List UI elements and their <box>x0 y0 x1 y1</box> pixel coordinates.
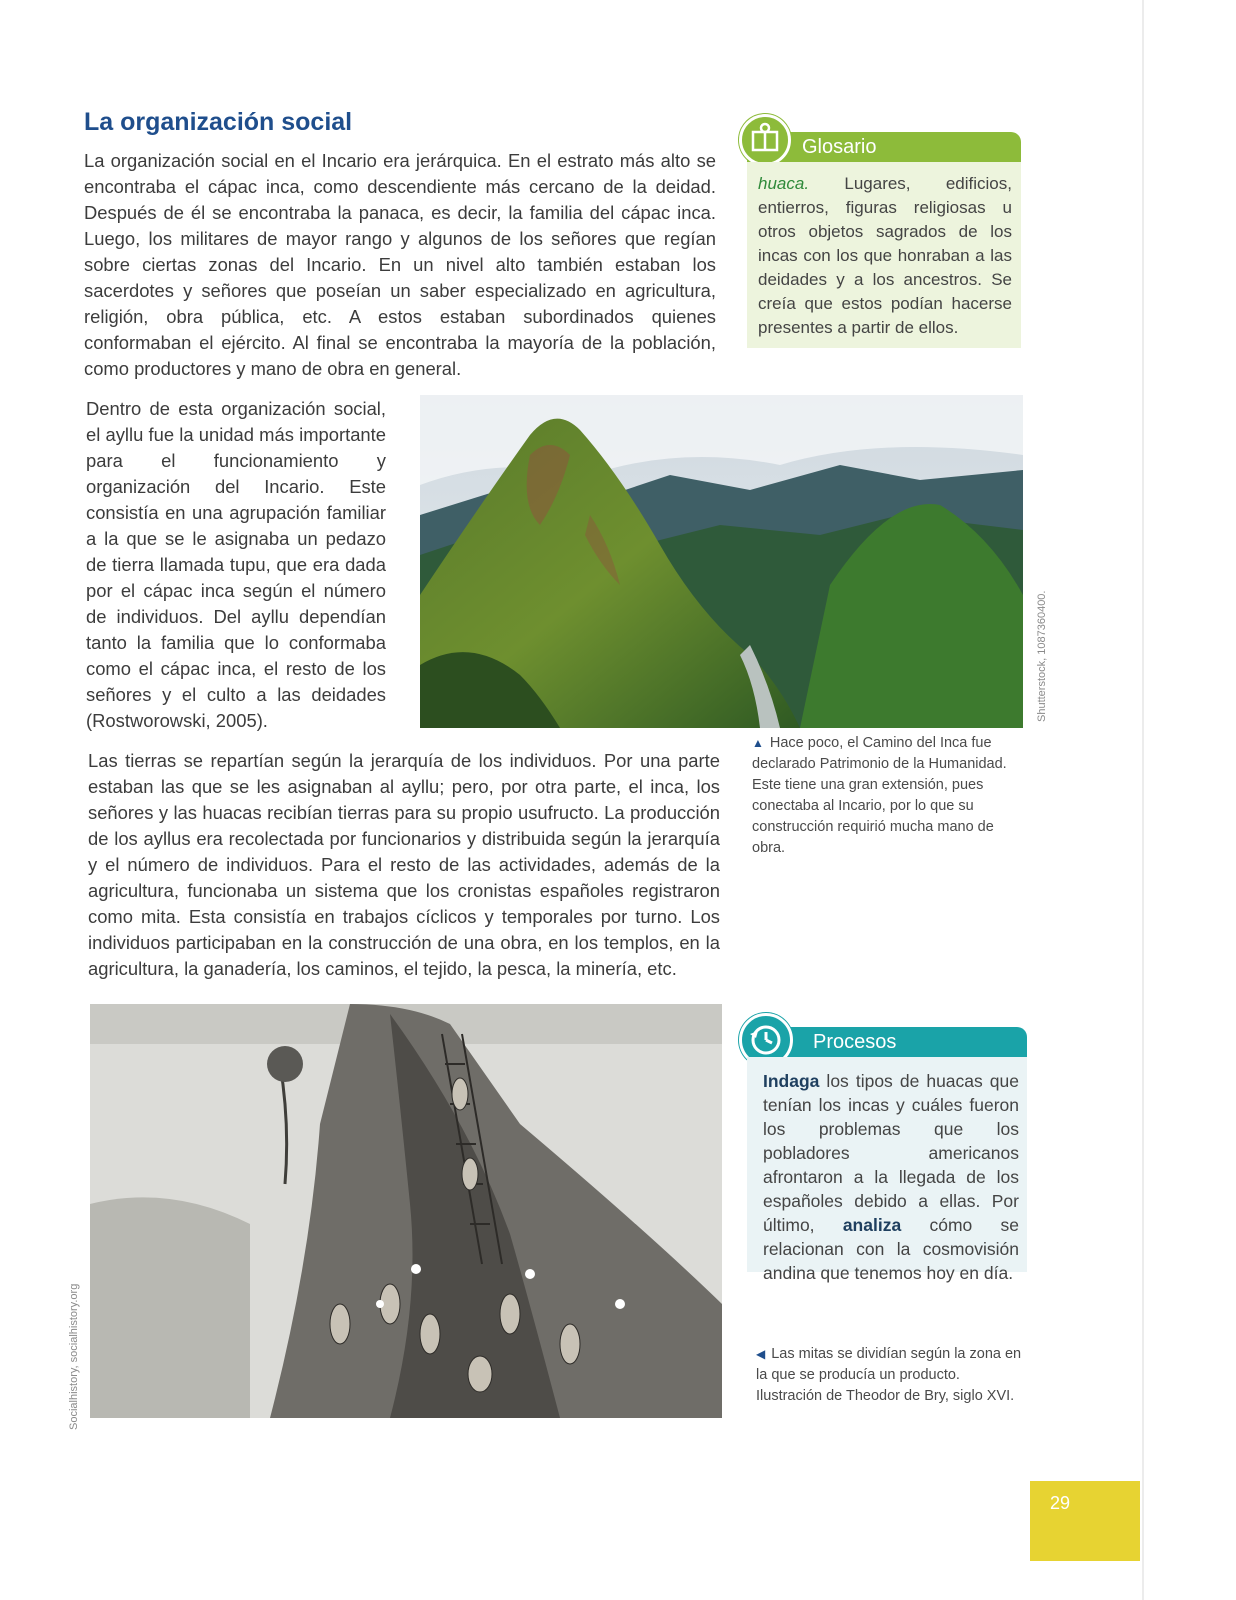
procesos-instructions <box>763 1069 1019 1285</box>
page-number: 29 <box>1050 1493 1071 1513</box>
book-icon <box>739 114 791 166</box>
procesos-verb-indaga: Indaga <box>763 1071 820 1091</box>
photo-caption <box>752 733 1027 859</box>
section-title: La organización social <box>84 108 353 136</box>
glossary-definition: Lugares, edificios, entierros, figuras religiosas u otros objetos sagrados de los incas con los que honraban a las deidades y a los ancestros. Se creía que estos podían hacerse presentes a partir de ellos. <box>758 174 1012 337</box>
engraving-caption <box>756 1344 1028 1407</box>
engraving-credit: Socialhistory, socialhistory.org <box>68 1283 80 1430</box>
procesos-verb-analiza: analiza <box>842 1215 902 1235</box>
photo-credit: Shutterstock, 1087360400. <box>1036 590 1048 722</box>
procesos-title: Procesos <box>813 1031 897 1053</box>
glossary-title: Glosario <box>802 136 877 158</box>
paragraph-mita: Las tierras se repartían según la jerarquía de los individuos. Por una parte estaban las que se les asignaban al ayllu; pero, por otra parte, el inca, los señores y las huacas recibían tierras para su propio usufructo. La producción de los ayllus era recolectada por funcionarios y distribuida según la jerarquía y el número de individuos. Para el resto de las actividades, además de la agricultura, funcionaba un sistema que los cronistas españoles registraron como mita. Esta consistía en trabajos cíclicos y temporales por turno. Los individuos participaban en la construcción de una obra, en los templos, en la agricultura, la ganadería, los caminos, el tejido, la pesca, la minería, etc. <box>88 750 720 979</box>
page-edge-divider <box>1142 0 1144 1600</box>
procesos-text-2: cómo se relacionan con la cosmovisión andina que tenemos hoy en día. <box>763 1215 1019 1283</box>
engraving-caption-text: Las mitas se dividían según la zona en la que se producía un producto. Ilustración de Theodor de Bry, siglo XVI. <box>756 1346 1022 1404</box>
procesos-box <box>747 1057 1027 1283</box>
glossary-entry <box>758 172 1012 340</box>
triangle-left-icon: ◀ <box>756 1347 766 1361</box>
mine-engraving-illustration <box>90 1004 722 1418</box>
procesos-text-1: los tipos de huacas que tenían los incas y cuáles fueron los problemas que los pobladores americanos afrontaron a la llegada de los españoles debido a ellas. Por último, <box>763 1071 1019 1235</box>
mountain-photo <box>420 395 1023 728</box>
photo-caption-text: Hace poco, el Camino del Inca fue declarado Patrimonio de la Humanidad. Este tiene una gran extensión, pues conectaba al Incario, por lo que su construcción requirió mucha mano de obra. <box>752 735 1007 856</box>
paragraph-hierarchy: La organización social en el Incario era jerárquica. En el estrato más alto se encontraba el cápac inca, como descendiente más cercano de la deidad. Después de él se encontraba la panaca, es decir, la familia del cápac inca. Luego, los militares de mayor rango y algunos de los señores que regían sobre ciertas zonas del Incario. En un nivel alto también estaban los sacerdotes y señores que poseían un saber especializado en agricultura, religión, obra pública, etc. A estos estaban subordinados quienes conformaban el ejército. Al final se encontraba la mayoría de la población, como productores y mano de obra en general. <box>84 150 716 379</box>
glossary-box <box>747 162 1021 348</box>
page-number-box <box>1030 1481 1140 1561</box>
glossary-term: huaca. <box>758 174 810 193</box>
triangle-up-icon: ▲ <box>752 736 764 750</box>
paragraph-ayllu: Dentro de esta organización social, el ayllu fue la unidad más importante para el funcionamiento y organización del Incario. Este consistía en una agrupación familiar a la que se le asignaba un pedazo de tierra llamada tupu, que era dada por el cápac inca según el número de individuos. Del ayllu dependían tanto la familia que lo conformaba como el cápac inca, el resto de los señores y el culto a las deidades (Rostworowski, 2005). <box>86 398 386 731</box>
